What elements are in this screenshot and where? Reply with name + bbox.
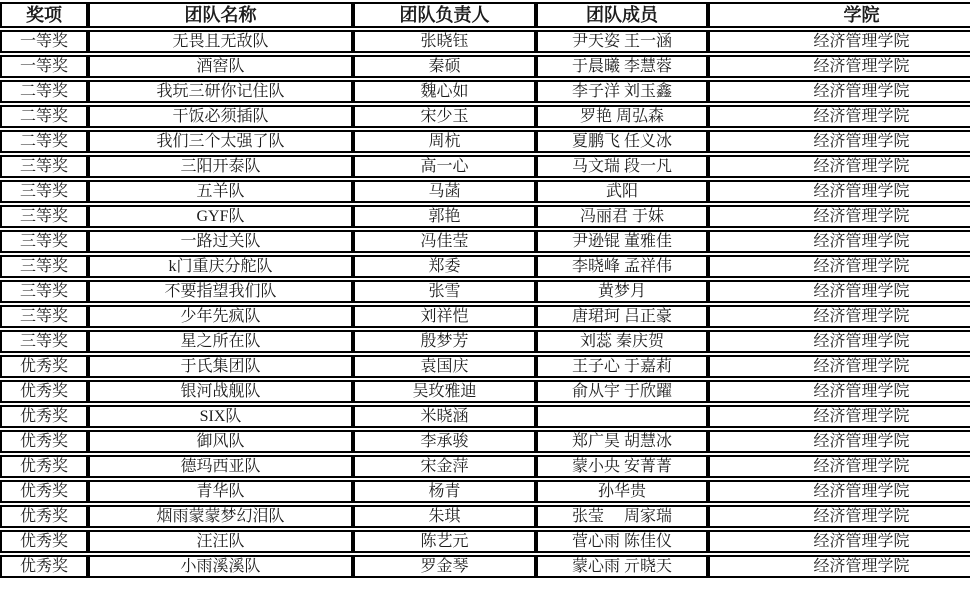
leader-cell: 杨青 (353, 480, 536, 503)
award-cell: 优秀奖 (0, 455, 88, 478)
header-team: 团队名称 (88, 2, 353, 28)
award-cell: 二等奖 (0, 130, 88, 153)
award-cell: 优秀奖 (0, 355, 88, 378)
team-cell: 我玩三研你记住队 (88, 80, 353, 103)
college-cell: 经济管理学院 (708, 30, 970, 53)
members-cell: 尹天姿 王一涵 (536, 30, 708, 53)
award-cell: 优秀奖 (0, 555, 88, 578)
leader-cell: 宋金萍 (353, 455, 536, 478)
table-row (0, 55, 970, 78)
team-cell: SIX队 (88, 405, 353, 428)
college-cell: 经济管理学院 (708, 180, 970, 203)
team-cell: 汪汪队 (88, 530, 353, 553)
award-cell: 三等奖 (0, 230, 88, 253)
table-row (0, 380, 970, 403)
members-cell: 冯丽君 于妹 (536, 205, 708, 228)
team-cell: 一路过关队 (88, 230, 353, 253)
award-cell: 三等奖 (0, 280, 88, 303)
leader-cell: 米晓涵 (353, 405, 536, 428)
leader-cell: 陈艺元 (353, 530, 536, 553)
table-row (0, 255, 970, 278)
header-row (0, 2, 970, 28)
team-cell: k门重庆分舵队 (88, 255, 353, 278)
team-cell: 德玛西亚队 (88, 455, 353, 478)
table-row (0, 530, 970, 553)
college-cell: 经济管理学院 (708, 130, 970, 153)
college-cell: 经济管理学院 (708, 530, 970, 553)
members-cell: 王子心 于嘉莉 (536, 355, 708, 378)
award-cell: 优秀奖 (0, 530, 88, 553)
award-cell: 三等奖 (0, 180, 88, 203)
header-award: 奖项 (0, 2, 88, 28)
leader-cell: 刘祥恺 (353, 305, 536, 328)
leader-cell: 殷梦芳 (353, 330, 536, 353)
college-cell: 经济管理学院 (708, 55, 970, 78)
team-cell: GYF队 (88, 205, 353, 228)
members-cell (536, 405, 708, 428)
table-row (0, 105, 970, 128)
table-row (0, 405, 970, 428)
header-college: 学院 (708, 2, 970, 28)
table-row (0, 205, 970, 228)
award-cell: 三等奖 (0, 205, 88, 228)
members-cell: 李子洋 刘玉鑫 (536, 80, 708, 103)
leader-cell: 秦硕 (353, 55, 536, 78)
college-cell: 经济管理学院 (708, 205, 970, 228)
college-cell: 经济管理学院 (708, 355, 970, 378)
award-cell: 优秀奖 (0, 405, 88, 428)
award-cell: 优秀奖 (0, 480, 88, 503)
college-cell: 经济管理学院 (708, 305, 970, 328)
table-row (0, 555, 970, 578)
award-cell: 一等奖 (0, 30, 88, 53)
leader-cell: 郭艳 (353, 205, 536, 228)
college-cell: 经济管理学院 (708, 80, 970, 103)
team-cell: 御风队 (88, 430, 353, 453)
leader-cell: 马菡 (353, 180, 536, 203)
team-cell: 青华队 (88, 480, 353, 503)
table-row (0, 480, 970, 503)
table-row (0, 180, 970, 203)
leader-cell: 周杭 (353, 130, 536, 153)
table-row (0, 30, 970, 53)
college-cell: 经济管理学院 (708, 155, 970, 178)
members-cell: 李晓峰 孟祥伟 (536, 255, 708, 278)
team-cell: 银河战舰队 (88, 380, 353, 403)
team-cell: 不要指望我们队 (88, 280, 353, 303)
table-row (0, 155, 970, 178)
header-leader: 团队负责人 (353, 2, 536, 28)
members-cell: 刘蕊 秦庆贺 (536, 330, 708, 353)
leader-cell: 朱琪 (353, 505, 536, 528)
members-cell: 郑广昊 胡慧冰 (536, 430, 708, 453)
members-cell: 武阳 (536, 180, 708, 203)
table-header (0, 2, 970, 28)
award-cell: 三等奖 (0, 255, 88, 278)
table-row (0, 280, 970, 303)
team-cell: 我们三个太强了队 (88, 130, 353, 153)
table-row (0, 305, 970, 328)
college-cell: 经济管理学院 (708, 280, 970, 303)
college-cell: 经济管理学院 (708, 330, 970, 353)
college-cell: 经济管理学院 (708, 405, 970, 428)
college-cell: 经济管理学院 (708, 505, 970, 528)
team-cell: 无畏且无敌队 (88, 30, 353, 53)
college-cell: 经济管理学院 (708, 555, 970, 578)
leader-cell: 魏心如 (353, 80, 536, 103)
table-row (0, 230, 970, 253)
members-cell: 蒙心雨 亓晓天 (536, 555, 708, 578)
members-cell: 张莹 周家瑞 (536, 505, 708, 528)
award-cell: 三等奖 (0, 305, 88, 328)
leader-cell: 冯佳莹 (353, 230, 536, 253)
table-row (0, 355, 970, 378)
team-cell: 小雨溪溪队 (88, 555, 353, 578)
college-cell: 经济管理学院 (708, 380, 970, 403)
members-cell: 菅心雨 陈佳仪 (536, 530, 708, 553)
award-cell: 三等奖 (0, 330, 88, 353)
team-cell: 酒窖队 (88, 55, 353, 78)
members-cell: 俞从宇 于欣躍 (536, 380, 708, 403)
leader-cell: 宋少玉 (353, 105, 536, 128)
table-row (0, 330, 970, 353)
award-cell: 二等奖 (0, 105, 88, 128)
table-row (0, 455, 970, 478)
award-cell: 优秀奖 (0, 380, 88, 403)
award-cell: 优秀奖 (0, 505, 88, 528)
table-row (0, 130, 970, 153)
award-cell: 二等奖 (0, 80, 88, 103)
members-cell: 黄梦月 (536, 280, 708, 303)
college-cell: 经济管理学院 (708, 105, 970, 128)
members-cell: 蒙小央 安菁菁 (536, 455, 708, 478)
leader-cell: 郑委 (353, 255, 536, 278)
college-cell: 经济管理学院 (708, 480, 970, 503)
leader-cell: 袁国庆 (353, 355, 536, 378)
team-cell: 干饭必须插队 (88, 105, 353, 128)
team-cell: 星之所在队 (88, 330, 353, 353)
award-cell: 优秀奖 (0, 430, 88, 453)
college-cell: 经济管理学院 (708, 230, 970, 253)
award-cell: 三等奖 (0, 155, 88, 178)
members-cell: 夏鹏飞 任义冰 (536, 130, 708, 153)
table-row (0, 430, 970, 453)
team-cell: 烟雨蒙蒙梦幻泪队 (88, 505, 353, 528)
members-cell: 罗艳 周弘森 (536, 105, 708, 128)
award-cell: 一等奖 (0, 55, 88, 78)
college-cell: 经济管理学院 (708, 255, 970, 278)
members-cell: 唐珺珂 吕正豪 (536, 305, 708, 328)
leader-cell: 高一心 (353, 155, 536, 178)
header-members: 团队成员 (536, 2, 708, 28)
leader-cell: 张雪 (353, 280, 536, 303)
members-cell: 孙华贵 (536, 480, 708, 503)
leader-cell: 张晓钰 (353, 30, 536, 53)
team-cell: 于氏集团队 (88, 355, 353, 378)
leader-cell: 罗金琴 (353, 555, 536, 578)
table-row (0, 80, 970, 103)
leader-cell: 李承骏 (353, 430, 536, 453)
college-cell: 经济管理学院 (708, 430, 970, 453)
college-cell: 经济管理学院 (708, 455, 970, 478)
leader-cell: 吴玫雅迪 (353, 380, 536, 403)
team-cell: 少年先疯队 (88, 305, 353, 328)
table-row (0, 505, 970, 528)
members-cell: 马文瑞 段一凡 (536, 155, 708, 178)
table-body (0, 30, 970, 578)
team-cell: 五羊队 (88, 180, 353, 203)
members-cell: 尹逊锟 董雅佳 (536, 230, 708, 253)
team-cell: 三阳开泰队 (88, 155, 353, 178)
members-cell: 于晨曦 李慧蓉 (536, 55, 708, 78)
